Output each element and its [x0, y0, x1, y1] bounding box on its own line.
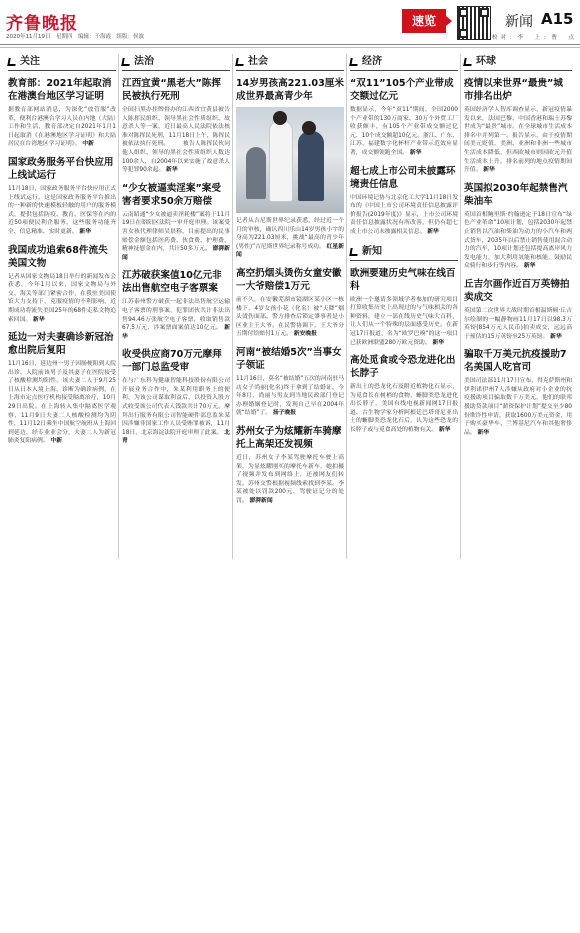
column-shehui	[236, 54, 344, 512]
article-body: 全国扫黑办挂牌督办的江西省宜黄县被告人陈挥民组织、领导黑社会性质组织、故意杀人等一案，近日最高人民法院依法核准对陈挥民死刑，11月18日上午，陈挥民被依法执行死刑。 被告人陈挥民伙同他人组织、领导的黑社会性质组织人数达100余人，自2004年以来实施了故意杀人等犯罪90余起。 新华	[122, 107, 230, 174]
article-body: 11月16日，莫名“被结婚”五次的河南驻马店女子尚丽(化名)终于拿到了结婚证。今年8月，尚丽与男友到当地民政部门登记办理婚姻登记时，发现自己早在2004年就“结婚”了。 扬子晚报	[236, 375, 344, 417]
news-photo	[236, 107, 344, 213]
article-body: 美国司法部11月17日宣布，得克萨斯州和伊利诺伊州7人涉嫌从政府对小企业的抗疫援助项目骗取数千万美元，他们的联邦援助贷款项目“薪资保护计划”提交至少80份欺诈性申请，获取1600万美元资金，用于购买豪华车、兰博基尼汽车和其他奢侈品。 新华	[464, 378, 572, 436]
column-divider	[232, 54, 233, 559]
column-divider	[118, 54, 119, 559]
article-title: 高处觅食或令恐龙进化出长脖子	[350, 355, 456, 380]
article-title: 教育部：2021年起取消在港澳台地区学习证明	[8, 78, 112, 102]
masthead	[0, 0, 580, 46]
section-header: 社会	[236, 54, 344, 71]
article-body: 新出土的恐龙化石及附近植物化石显示，为觅食长在树梢的食物，蜥脚类恐龙进化出长脖子，美国有线电视新闻网17日报道，古生物学家分析阿根廷巴塔哥尼亚出土的蜥脚类恐龙化石后，认为这些恐龙的长脖子或与觅食高处的植物有关。 新华	[350, 384, 458, 434]
article-title: 超七成上市公司未披露环境责任信息	[350, 165, 456, 190]
article-title: “双11”105个产业带成交额过亿元	[350, 78, 454, 102]
article-title: 英国拟2030年起禁售汽柴油车	[464, 182, 568, 207]
divider	[0, 47, 580, 48]
qr-code-icon	[457, 6, 491, 40]
article-body: 前不久，在安徽芜湖市镜湖区某小区一栋楼下，4岁女孩小花（化名）被“天降”烟头烫伤面部。警方排查后锁定肇事者是小区业主王大爷。在民警协调下，王大爷分五期付给赔付1万元。 新安晚报	[236, 296, 344, 338]
article-body: 近日，苏州女子李某驾驶摩托车驶上高架，为显炫耀刚买的摩托车新车，她拍摄了视频并发布到网络上，还被网友们转发。苏州交警根据视频线索找到李某。李某被处以罚款200元，驾驶证记分的处罚。 澎湃新闻	[236, 454, 344, 504]
column-divider	[460, 54, 461, 559]
section-header: 经济	[350, 54, 458, 71]
divider	[0, 44, 580, 45]
article-body: 江苏泰州警方破获一起非法出售航空运输电子客票的刑事案，犯罪团伙共计非法出售94.46万张航空电子客票，收取销售款67.5万元，涉案票面案值达10亿元。 新华	[122, 299, 230, 340]
article-title: 丘吉尔画作近百万英镑拍卖成交	[464, 278, 570, 303]
section-marker-icon	[463, 58, 472, 66]
section-marker-icon	[235, 58, 244, 66]
article-body: 英国首相鲍里斯·约翰逊定于18日宣布“绿色产业革命”10项计划，包括2030年起禁止销售以汽油和柴油为动力的小汽车和两式货车，2035年以后禁止销售使用混合动力的汽车，10项计划还包括提高离岸风力发电能力，加大利用氢能和核能，鼓励民众骑行和步行等内容。 新华	[464, 211, 572, 270]
article-title: 收受供应商70万元摩拜一部门总监受审	[122, 349, 222, 374]
article-body: 记者从吉尼斯世界纪录获悉，经过近一个月的审核，确认四川乐山14岁男孩小宇的身高为221.03厘米，挑战“最高的青少年(男性)”吉尼斯世界纪录称号成功。 红星新闻	[236, 218, 345, 259]
article-title: 我国成功追索68件流失美国文物	[8, 244, 108, 269]
section-marker-icon	[7, 58, 16, 66]
column-divider	[346, 54, 347, 559]
article-title: 江西宜黄“黑老大”陈挥民被执行死刑	[122, 78, 221, 102]
article-body: 11月18日，国家政务服务平台快应用正式上线试运行。这是国家政务服务平台推出的一种新的快速模板轻触的用户的服务模式，提供包括防疫、教育、医保等在内的近50项便民利企服务，这些服务功能齐全、信息精准、实时更新。 新华	[8, 185, 116, 235]
article-title: 延边一对夫妻确诊新冠治愈出院后复阳	[8, 332, 114, 357]
article-body: 英国经济学人智库调查显示，新冠疫情暴发以来，法国巴黎、中国香港和瑞士苏黎世成为“最贵”城市。在全球城市生活成本排名中并列第一。报告显示，由于疫情期间美元贬值，美洲、亚洲和非洲一些城市生活成本降低，但西欧城市则因欧元升值生活成本上升。排名前列的地点疫情期间升值。 新华	[464, 107, 572, 174]
article-body: 据教育部网站消息，为深化“放管服”改革，便利台港澳台学习人员在内地（大陆）工作和生活，教育部决定自2021年1月1日起取消《在港澳地区学习证明》和大陆居民在台湾地区学习证明》。 中新	[8, 107, 116, 148]
section-marker-icon	[349, 248, 358, 256]
column-fazhi	[122, 54, 230, 453]
article-body: 英国第二次世界大战时期首相温斯顿·丘吉尔绘制的一幅静物画11月17日以98.3万英镑(854万元人民币)拍卖成交，远远高于预估的15万英镑至25万英镑。 新华	[464, 307, 572, 340]
article-title: 疫情以来世界“最贵”城市排名出炉	[464, 78, 563, 102]
article-body: 在与广东科为健康智能科技股份有限公司开展业务合作中，朱某利用职务上的便利，为该公司谋取利益后，以投资入股方式收受该公司代表人钱款共计70万元。摩拜出行服务有限公司智能硬件部总监朱某因涉嫌非国家工作人员受贿罪被诉，11月18日，北京海淀法院开庭审理了此案。 北青	[122, 378, 230, 445]
section-marker-icon	[121, 58, 130, 66]
section-marker-icon	[349, 58, 358, 66]
article-body: 欧洲一个邀请多领域学者参加的研究项目打算收集历史上出现过的与气味相关的各种资料，建立一部在线历史气味大百科，让人们从一个特殊的层面感受历史。在新冠17日报道，名为“欧罗巴嗅”的这一项目已获欧洲联盟280万欧元资助。 新华	[350, 296, 458, 346]
article-title: 骗取千万美元抗疫援助7名美国人吃官司	[464, 349, 567, 374]
article-title: 欧洲要建历史气味在线百科	[350, 267, 456, 292]
section-header: 关注	[8, 54, 116, 71]
article-title: 国家政务服务平台快应用上线试运行	[8, 156, 114, 181]
issue-line: 2020年11月19日 星期四 编辑：于海霞 组版：侯波	[6, 34, 144, 40]
section-header: 新知	[350, 244, 458, 261]
column-guanzhu	[8, 54, 116, 453]
article-body: 11月16日，延边州一男子因肠梗阻到人院出诊，入院前该男子及其妻子在医院接受了核酸检测均阳性。该夫妻二人于9月25日从日本入境上海，诊断为确诊病例，在上海市定点医疗机构接受隔离治疗，10月29日出院。在上海转入集中隔离医学观察，11月9日夫妻二人核酸检测均为阴性，11月12日乘坐中国航空航班从上海回到延边，经专业业会分，夫妻二人为新冠肺炎复阳病例。 中新	[8, 361, 116, 445]
newspaper-logo: 齐鲁晚报	[6, 14, 78, 34]
section-header: 法治	[122, 54, 230, 71]
article-title: 14岁男孩高221.03厘米成世界最高青少年	[236, 78, 344, 102]
article-title: 高空扔烟头烫伤女童安徽一大爷赔偿1万元	[236, 267, 342, 292]
section-header: 环球	[464, 54, 572, 71]
article-body: 数据显示，今年“双11”期间，全国2000个产业带的130万商家、30万个外贸工厂收获颇丰，有105个产业带成交额过亿元，10个成交额超10亿元。浙江、广东、江苏、福建数字化杯杆产业带示范效应显著，成交额领跑全国。 新华	[350, 107, 458, 156]
section-title: 新闻	[505, 14, 533, 30]
column-jingji	[350, 54, 458, 442]
page-number: A15	[541, 10, 574, 28]
article-body: 云南昭通“少女被逼卖淫耗楼”案将于11月19日在昭阳区法院一审开庭审理。该案受害女孩代理律师吴晨称，目前提出的民事赔偿金额包括医药费、伙食费、护理费、精神抚慰金在内，共计50多万元。 澎湃新闻	[122, 211, 230, 261]
article-title: 河南“被结婚5次”当事女子领证	[236, 346, 342, 371]
speed-read-badge: 速览	[402, 9, 446, 33]
article-title: 江苏破获案值10亿元非法出售航空电子客票案	[122, 270, 222, 295]
article-body: 记者从国家文物局18日举行的新闻发布会获悉，今年1月以来，国家文物局与外交、海关等部门紧密合作，在我驻美国使馆大力支持下，克服疫情的不利影响，近期成功将流失美国25年的68件走私文物追索回国。 新华	[8, 273, 116, 323]
article-body: 中国环境记协与北京化工大学11月18日发布的《中国上市公司环境责任信息披露评价报告(2019年度)》显示，上市公司环境责任信息披露状况有所改善，但仍有超七成上市公司未披露相关信息。 新华	[350, 194, 458, 235]
column-huanqiu	[464, 54, 572, 444]
article-title: “少女被逼卖淫案”案受害者要求50余万赔偿	[122, 182, 221, 207]
article-title: 苏州女子为炫耀新车骑摩托上高架还发视频	[236, 425, 342, 450]
proof-credits: 校对：李 上：曹 点	[492, 35, 578, 41]
